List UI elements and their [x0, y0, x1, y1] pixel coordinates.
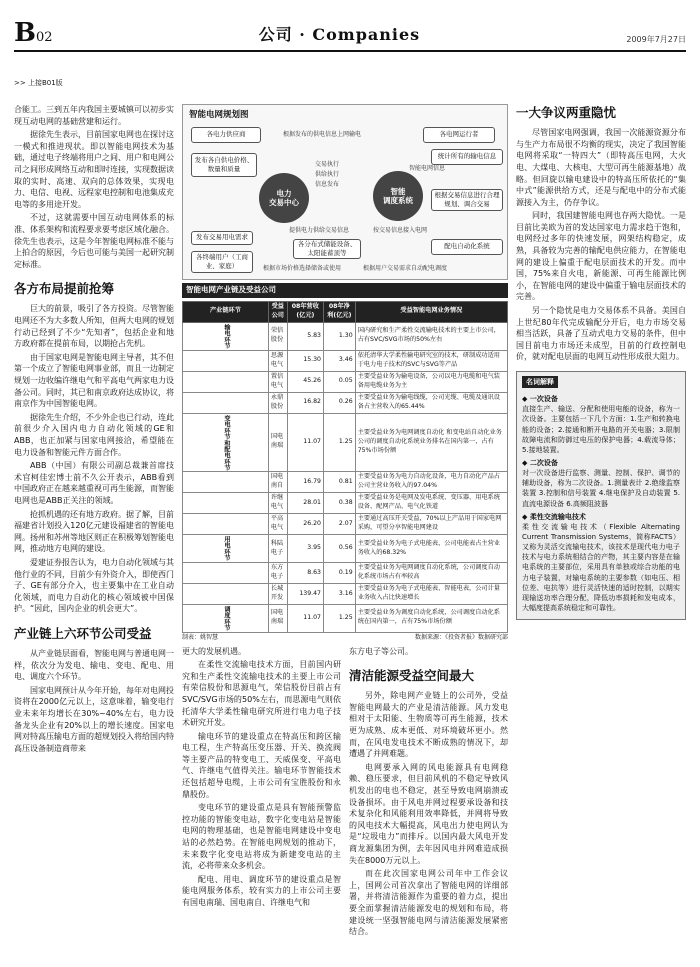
table-cell-np: 0.38	[324, 493, 356, 514]
subheading: 清洁能源受益空间最大	[349, 668, 475, 684]
table-cell-np: 3.46	[324, 350, 356, 371]
diagram-label: 根据用户交易需求自动配电调度	[363, 265, 448, 272]
column-right	[516, 104, 686, 620]
table-cell-desc: 主要受益业务为输电设备，公司以电力电缆和电气装备用电缆业务为主	[355, 371, 507, 392]
glossary-box	[516, 371, 686, 620]
column-header: 产业链环节	[183, 301, 269, 322]
diagram-label: 提供电力供给交易信息	[289, 227, 350, 234]
table-row	[183, 392, 508, 413]
diagram-box: 配电自动化系统	[431, 239, 503, 255]
table-cell-name: 平高电气	[268, 514, 287, 535]
subheading: 一大争议两重隐忧	[516, 105, 617, 120]
table-cell-desc: 主要受益业务为电网调度自动化系统，公司调度自动化系统市场占有率较高	[355, 563, 507, 584]
diagram-box: 各电力供应商	[191, 127, 261, 143]
paragraph: 爱建证券报告认为，电力自动化领域与其他行业的不同，目前少有外资介入，即使西门子、GE有部分介入，也主要集中在工业自动化领域，而电力自动化的核心领域被中国保护。“因此，国内企业的机会更大”。	[14, 557, 174, 614]
table-cell-name: 国电南瑞	[268, 605, 287, 633]
table-cell-desc: 主要受益业务为输电线缆，公司光缆、电缆及通讯设备占主营收入的65.44%	[355, 392, 507, 413]
subheading: 产业链上六环节公司受益	[14, 625, 152, 641]
diagram-box: 发布各自供电价格、数量和质量	[191, 153, 257, 177]
table-cell-np: 1.30	[324, 322, 356, 350]
table-notes	[182, 634, 508, 643]
page-header	[14, 0, 686, 52]
paragraph: 输电环节的建设重点在特高压和跨区输电工程，生产特高压变压器、开关、换流阀等主要产品的特变电工、天威保变、平高电气、许继电气值得关注。输电环节智能技术还包括超导电缆，上市公司有宝胜股份和永鼎股份。	[182, 731, 341, 799]
paragraph: 不过，这就需要中国互动电网体系的标准、体系架构和流程要求要考虑区域化融合。徐先生也表示，这是今年智能电网标准不能与上拍合的原因，今后也可能与美国一起研究制定标准。	[14, 213, 174, 269]
table-cell-np: 0.05	[324, 371, 356, 392]
table-row	[183, 413, 508, 472]
glossary-term: ◆ 柔性交流输电技术	[522, 512, 586, 521]
dateline: 2009年7月27日	[626, 35, 686, 45]
paragraph: 从产业链层面看，智能电网与普通电网一样，依次分为发电、输电、变电、配电、用电、调度六个环节。	[14, 649, 174, 682]
table-cell-rev: 8.63	[287, 563, 323, 584]
page-number	[14, 20, 53, 46]
paragraph: 据徐先生表示，目前国家电网也在探讨这一模式和推进现状。即以智能电网技术为基础，通过电子终端将用户之间、用户和电网公司之间形成网络互动和即时连接，实现数据读取的实时、高速、双向的总体效果，实现电力、电信、电视、远程家电控制和电池集成充电等的多用途开发。	[14, 130, 174, 209]
paragraph: 另外，除电网产业链上的公司外，受益智能电网最大的产业是清洁能源。风力发电相对于太阳能、生物质等可再生能源，技术更为成熟、成本更低、对环境破坏更小。然而，在风电发电技术不断成熟的情况下，却遭遇了并网难题。	[349, 691, 508, 759]
table-cell-seg	[183, 563, 269, 584]
table-cell-seg: 变电环节和配电环节	[183, 413, 269, 472]
column-header: 08年净利(亿元)	[324, 301, 356, 322]
table-cell-name: 国电南自	[268, 472, 287, 493]
paragraph: 东方电子等公司。	[349, 646, 413, 656]
glossary-desc: 直接生产、输送、分配和使用电能的设备，称为一次设备。主要包括一下几个方面：1.生产和转换电能的设备；2.接通和断开电路的开关电器；3.限制故障电流和防御过电压的保护电器；4.载流导体；5.接地装置。	[522, 405, 680, 454]
table-row	[183, 493, 508, 514]
diagram-label: 根据市场价格选择储备或使用	[263, 265, 342, 272]
table-cell-rev: 16.82	[287, 392, 323, 413]
section-title: 公司 · Companies	[258, 24, 421, 44]
paragraph: 另一个隐忧是电力交易体系不具备。美国自上世纪80年代完成输配分开后，电力市场交易相当活跃，具备了互动式电力交易的条件，但中国目前电力市场还未成型，目前的行政控制电价，就对配电层面的电网互动性形成很大阻力。	[516, 306, 686, 362]
table-author: 制表：姚智慧	[182, 633, 219, 641]
table-cell-rev: 11.07	[287, 605, 323, 633]
paragraph: 在柔性交流输电技术方面，目前国内研究和生产柔性交流输电技术的主要上市公司有荣信股份和思源电气，荣信股份目前占有SVC/SVG市场的50%左右，而思源电气则依托清华大学柔性输电研究所进行电力电子技术研究开发。	[182, 660, 341, 728]
subheading: 各方布局提前抢筹	[14, 281, 115, 297]
subcolumn-right	[349, 646, 508, 940]
diagram-box: 统计所有的输电信息	[431, 149, 503, 165]
paragraph: 尽管国家电网强调，我国一次能源资源分布与生产力布局很不均衡的现实，决定了我国智能电网将采取“一特四大”（即特高压电网，大火电、大煤电、大核电、大型可再生能源基地）战略。但回旋以输电建设中的特高压所依托的“集中式”能源供给方式，还是与配电中的分布式能源接入为主，仍存争议。	[516, 128, 686, 207]
table-cell-rev: 28.01	[287, 493, 323, 514]
glossary-term: ◆ 一次设备	[522, 395, 558, 404]
paragraph: 同时，我国建智能电网也存两大隐忧。一是目前比美欧为首的发达国家电力需求趋于饱和，电网经过多年的快速发展，网架结构稳定，成熟，具备较为完善的输配电供应能力，在智能电网的建设上偏重于配电层面技术的开发。而中国，75%来自火电，新能源、可再生能源比例小，在智能电网的建设中偏重于输电层面技术的完善。	[516, 211, 686, 302]
table-cell-np: 1.25	[324, 413, 356, 472]
glossary-term: ◆ 二次设备	[522, 458, 558, 467]
table-cell-name: 思源电气	[268, 350, 287, 371]
diagram-box: 各电网运行者	[423, 127, 495, 143]
paragraph: 国家电网预计从今年开始，每年对电网投资将在2000亿元以上，这意味着，输变电行业未来年均增长在30%~40%左右，电力设备龙头企业有20%以上的增长速度。国家电网对特高压输电方面的超规划投入将给国内特高压设备制造商带来	[14, 685, 174, 753]
paragraph: ABB（中国）有限公司副总裁兼首席技术官柯佳宏博士前不久公开表示，ABB看到中国政府正在越来越重视可再生能源，而智能电网也是ABB正关注的领域。	[14, 461, 174, 505]
paragraph: 而在此次国家电网公司年中工作会议上，国网公司首次拿出了智能电网的详细部署，并将清洁能源作为重要的着力点，提出要全面掌握清洁能源发电的规划和布局，将建设统一坚强智能电网与清洁能源发展紧密结合。	[349, 869, 508, 937]
table-cell-seg	[183, 514, 269, 535]
table-cell-name: 许继电气	[268, 493, 287, 514]
table-cell-desc: 主要受益业务为调度自动化系统，公司调度自动化系统在国内第一，占有75%市场份额	[355, 605, 507, 633]
table-cell-name: 科陆电子	[268, 535, 287, 563]
diagram-label: 按交易信息接入电网	[373, 227, 428, 234]
glossary-desc: 对一次设备进行监察、测量、控制、保护、调节的辅助设备，称为二次设备。1.测量表计 2.绝缘监察装置 3.控制和信号装置 4.继电保护及自动装置 5.直流电源设备 6.高频阻波器	[522, 469, 680, 508]
diagram-box: 发布交易用电需求	[191, 231, 253, 245]
table-cell-rev: 45.26	[287, 371, 323, 392]
table-cell-np: 0.81	[324, 472, 356, 493]
table-cell-seg	[183, 493, 269, 514]
glossary-desc: 柔性交流输电技术（Flexible Alternating Current Transmission Systems，简称FACTS）又称为灵活交流输电技术，该技术是现代电力电子技术与电力系统相结合的产物，其主要内容是在输电系统的主要部位，采用具有单独或综合功能的电力电子装置，对输电系统的主要参数（如电压、相位差、电抗等）进行灵活快速的适时控制，以期实现输送功率合理分配，降低功率损耗和发电成本，大幅度提高系统稳定和可靠性。	[522, 522, 680, 612]
diagram-label: 交易执行	[315, 161, 340, 168]
table-cell-desc: 主要受益业务为电子式电能表、智能电表，公司计量业务收入占比快速增长	[355, 584, 507, 605]
paragraph: 配电、用电、调度环节的建设重点是智能电网服务体系，较有实力的上市公司主要有国电南瑞、国电南自、许继电气和	[182, 874, 341, 907]
table-cell-desc: 国内研究和生产柔性交流输电技术的主要上市公司，占有SVC/SVG市场的50%左右	[355, 322, 507, 350]
table-row	[183, 322, 508, 350]
column-center	[182, 104, 508, 940]
table-cell-desc: 主要受益业务为电网调度自动化 和变电站自动化业务公司的调度自动化系统业务排名在国内第一，占有75%市场份额	[355, 413, 507, 472]
table-cell-name: 国电南瑞	[268, 413, 287, 472]
table-cell-desc: 主要通过高压开关受益，70%以上产品用于国家电网采购，可望分享智能电网建设	[355, 514, 507, 535]
table-cell-rev: 139.47	[287, 584, 323, 605]
paragraph: 据徐先生介绍，不少外企也已行动，连此前很少介入国内电力自动化领域的GE和ABB，也正加紧与国家电网接洽，希望能在电力设备和智能元件方面合作。	[14, 412, 174, 457]
diagram-box: 各终端用户（工商业、家庭）	[191, 251, 253, 273]
table-row	[183, 535, 508, 563]
table-source: 数据来源：《投资者报》数据研究部	[414, 633, 508, 641]
column-left	[14, 104, 174, 756]
table-cell-name: 东方电子	[268, 563, 287, 584]
table-cell-np: 0.19	[324, 563, 356, 584]
table-cell-seg: 输电环节	[183, 322, 269, 350]
table-cell-seg: 用电环节	[183, 535, 269, 563]
page-letter: B	[14, 18, 36, 48]
table-cell-seg	[183, 371, 269, 392]
table-row	[183, 514, 508, 535]
table-cell-rev: 5.83	[287, 322, 323, 350]
table-cell-rev: 16.79	[287, 472, 323, 493]
jump-reference: >> 上接B01版	[14, 79, 63, 87]
table-cell-seg	[183, 584, 269, 605]
table-cell-rev: 11.07	[287, 413, 323, 472]
paragraph: 变电环节的建设重点是具有智能预警监控功能的智能变电站，数字化变电站是智能电网的物理基础，也是智能电网建设中变电站的必然趋势。在智能电网规划的推动下，未来数字化变电站将成为新建变电站的主流，必将带来众多机会。	[182, 803, 341, 871]
subcolumn-left	[182, 646, 341, 940]
paragraph: 巨大的前景，吸引了各方投资。尽管智能电网还不为大多数人所知，但两大电网的规划行动已经到了不少“先知者”，包括企业和地方政府都在提前布局，以期抢占先机。	[14, 304, 174, 349]
table-cell-rev: 3.95	[287, 535, 323, 563]
table-cell-desc: 主要受益业务为电力自动化设备，电力自动化产品占公司主营业务收入的97.04%	[355, 472, 507, 493]
table-cell-np: 2.07	[324, 514, 356, 535]
column-header: 受益公司	[268, 301, 287, 322]
paragraph: 抢抓机遇的还有地方政府。据了解，目前福建省计划投入120亿元建设福建省的智能电网。扬州和苏州等地区则正在积极筹划智能电网，推动地方电网的建设。	[14, 509, 174, 554]
column-header: 受益智能电网业务情况	[355, 301, 507, 322]
smart-dispatch-system: 智能 调度系统	[373, 171, 423, 221]
column-header: 08年营收(亿元)	[287, 301, 323, 322]
table-row	[183, 584, 508, 605]
diagram-title: 智能电网规划图	[189, 110, 249, 120]
table-cell-seg	[183, 392, 269, 413]
power-exchange-center: 电力 交易中心	[259, 173, 309, 223]
table-cell-name: 长城开发	[268, 584, 287, 605]
diagram-label: 供给执行	[315, 171, 340, 178]
smart-grid-diagram	[182, 104, 508, 280]
page-num: 02	[35, 30, 53, 45]
table-cell-desc: 主要受益业务为电子式电能表，公司电能表占主营业务收入的68.32%	[355, 535, 507, 563]
industry-chain-table	[182, 301, 508, 633]
table-cell-desc: 主要受益业务是电网及发电系统、变压器、用电系统设备、配网产品、电气化铁道	[355, 493, 507, 514]
paragraph: 由于国家电网是智能电网主导者，其不但第一个成立了智能电网事业部，而且一边制定规划一边收编许继电气和平高电气两家电力设备公司。同时，其已和南京政府达成协议，将南京作为中国智能电网。	[14, 352, 174, 409]
table-cell-np: 3.16	[324, 584, 356, 605]
table-cell-seg	[183, 350, 269, 371]
table-row	[183, 605, 508, 633]
table-cell-name: 永鼎股份	[268, 392, 287, 413]
table-cell-seg: 调度环节	[183, 605, 269, 633]
table-row	[183, 371, 508, 392]
table-cell-name: 置信电气	[268, 371, 287, 392]
diagram-label: 智能电网信息	[409, 165, 446, 172]
diagram-label: 根据发布的供电信息上网输电	[283, 131, 362, 138]
table-cell-np: 0.56	[324, 535, 356, 563]
paragraph: 更大的发展机遇。	[182, 646, 246, 656]
diagram-label: 信息发布	[315, 181, 340, 188]
glossary-title: 名词解释	[522, 376, 558, 388]
diagram-box: 根据交易信息进行合理规划、调合交易	[431, 189, 503, 211]
table-cell-rev: 15.30	[287, 350, 323, 371]
table-cell-desc: 依托清华大学柔性输电研究室的技术，研制成功适用于电力电子技术的SVC与SVG等产品	[355, 350, 507, 371]
center-subcolumns	[182, 646, 508, 940]
table-cell-np: 0.26	[324, 392, 356, 413]
paragraph: 合能工。三到五年内我国主要城镇可以初步实现互动电网的基础营建和运行。	[14, 105, 174, 126]
table-row	[183, 350, 508, 371]
table-row	[183, 563, 508, 584]
table-row	[183, 472, 508, 493]
table-cell-name: 荣信股份	[268, 322, 287, 350]
diagram-box: 各分布式储能设备、太阳能蓄顶等	[293, 239, 361, 259]
paragraph: 电网要承入网的风电能源具有电网稳赖、稳压要求，但目前风机的不稳定导致风机发出的电也不稳定，甚至导致电网崩溃或设备损坏。由于风电并网过程要承设备和技术复杂化和风能利用效率降低，并网将导致的风电技术大幅提高，风电出力使电网认为是“垃圾电力”而排斥。以国内最大风电开发商龙源集团为例，去年因风电并网难造成损失在8000万元以上。	[349, 762, 508, 865]
table-cell-rev: 26.20	[287, 514, 323, 535]
table-cell-np: 1.25	[324, 605, 356, 633]
table-cell-seg	[183, 472, 269, 493]
table-caption: 智能电网产业链及受益公司	[182, 283, 508, 298]
